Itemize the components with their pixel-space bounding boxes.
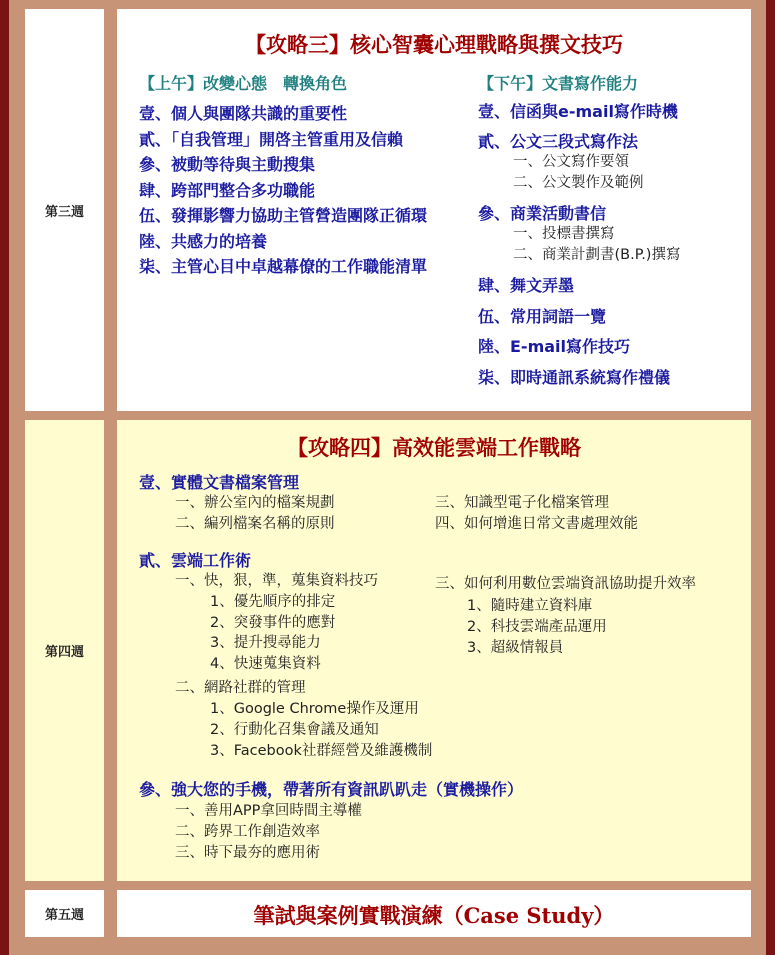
week4-subitem: 四、如何增進日常文書處理效能 (435, 516, 638, 532)
week3-pm-item: 壹、信函與e-mail寫作時機 (478, 102, 678, 121)
week3-pm-item: 肆、舞文弄墨 (478, 276, 575, 295)
week4-subsubitem: 2、行動化召集會議及通知 (210, 722, 379, 738)
week4-section-heading: 貳、雲端工作術 (139, 551, 252, 570)
week4-subsubitem: 1、Google Chrome操作及運用 (210, 701, 419, 717)
week4-label-cell (25, 420, 104, 881)
week4-subitem: 二、編列檔案名稱的原則 (175, 516, 335, 532)
week3-am-item: 陸、共感力的培養 (139, 232, 268, 251)
week4-subitem: 三、如何利用數位雲端資訊協助提升效率 (435, 576, 696, 592)
week3-title: 【攻略三】核心智囊心理戰略與撰文技巧 (245, 32, 623, 57)
week3-am-heading: 【上午】改變心態 轉換角色 (139, 74, 348, 93)
week3-pm-heading: 【下午】文書寫作能力 (478, 74, 639, 93)
week3-am-item: 貳、「自我管理」開啓主管重用及信賴 (139, 130, 404, 149)
week3-pm-subitem: 一、公文寫作要領 (513, 154, 629, 170)
week4-label: 第四週 (44, 645, 84, 660)
week3-pm-item: 陸、E-mail寫作技巧 (478, 337, 631, 356)
week4-subitem: 二、跨界工作創造效率 (175, 824, 320, 840)
week4-content-cell (117, 420, 751, 881)
week5-label-cell (25, 890, 104, 937)
week3-label-cell (25, 9, 104, 411)
week3-pm-item: 柒、即時通訊系統寫作禮儀 (478, 368, 671, 387)
week4-subitem: 一、辦公室內的檔案規劃 (175, 495, 335, 511)
week3-pm-item: 參、商業活動書信 (478, 204, 607, 223)
week3-am-item: 柒、主管心目中卓越幕僚的工作職能清單 (139, 257, 428, 276)
week4-subitem: 二、網路社群的管理 (175, 680, 306, 696)
week3-am-item: 肆、跨部門整合多功職能 (139, 181, 316, 200)
week4-subitem: 三、時下最夯的應用術 (175, 845, 320, 861)
week3-label: 第三週 (44, 204, 84, 220)
week3-pm-subitem: 二、商業計劃書(B.P.)撰寫 (513, 247, 681, 263)
week4-title: 【攻略四】高效能雲端工作戰略 (287, 435, 581, 460)
week4-subsubitem: 1、優先順序的排定 (210, 594, 336, 610)
week3-am-item: 壹、個人與團隊共識的重要性 (139, 104, 348, 123)
week3-pm-item: 貳、公文三段式寫作法 (478, 132, 639, 151)
week4-subsubitem: 3、超級情報員 (467, 640, 564, 656)
week4-subsubitem: 1、隨時建立資料庫 (467, 598, 593, 614)
week3-pm-subitem: 二、公文製作及範例 (513, 175, 644, 191)
week4-section-heading: 壹、實體文書檔案管理 (139, 473, 300, 492)
week3-am-item: 伍、發揮影響力協助主管營造團隊正循環 (139, 206, 428, 225)
week4-subsubitem: 3、提升搜尋能力 (210, 635, 321, 651)
week3-am-item: 參、被動等待與主動搜集 (139, 155, 316, 174)
left-border (0, 0, 9, 955)
week4-subsubitem: 4、快速蒐集資料 (210, 656, 321, 672)
right-border (766, 0, 775, 955)
week5-title: 筆試與案例實戰演練（Case Study） (253, 903, 615, 928)
week4-subsubitem: 3、Facebook社群經營及維護機制 (210, 743, 433, 759)
week3-content-cell (117, 9, 751, 411)
week4-section-heading: 參、強大您的手機，帶著所有資訊趴趴走（實機操作） (139, 780, 524, 799)
week5-label: 第五週 (44, 908, 84, 923)
week3-pm-item: 伍、常用詞語一覽 (478, 307, 607, 326)
week4-subitem: 三、知識型電子化檔案管理 (435, 495, 609, 511)
week4-subsubitem: 2、突發事件的應對 (210, 615, 336, 631)
week4-subitem: 一、快，狠，準，蒐集資料技巧 (175, 573, 378, 589)
week4-subsubitem: 2、科技雲端產品運用 (467, 619, 607, 635)
week3-pm-subitem: 一、投標書撰寫 (513, 226, 615, 242)
week4-subitem: 一、善用APP拿回時間主導權 (175, 803, 362, 819)
week5-content-cell (117, 890, 751, 937)
